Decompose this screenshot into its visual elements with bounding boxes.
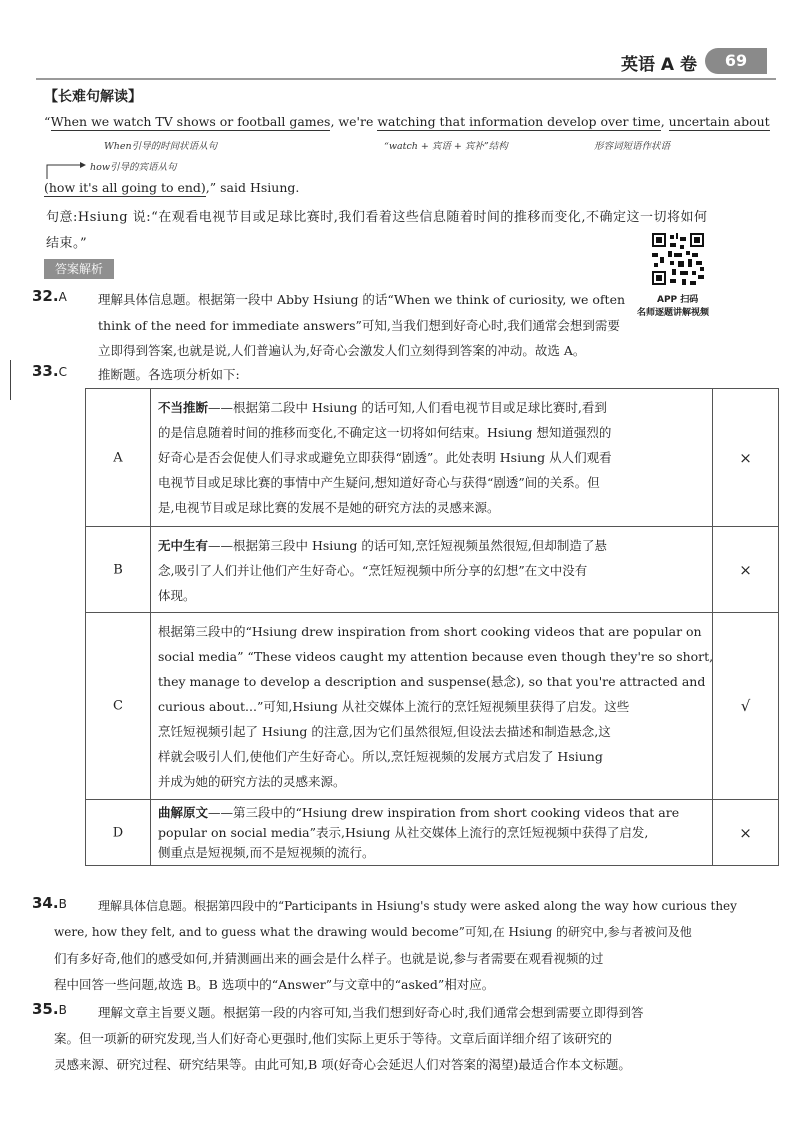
note-when-clause: When引导的时间状语从句	[104, 141, 218, 152]
q34-line-4: 程中回答一些问题,故选 B。B 选项中的“Answer”与文章中的“asked”相对应。	[54, 977, 495, 992]
sentence-seg-how: (how it's all going to end)	[44, 180, 206, 195]
q34-line-1: 理解具体信息题。根据第四段中的“Participants in Hsiung's study were asked along the way how curious they	[98, 899, 737, 913]
sentence-line-2	[44, 180, 299, 195]
table-row	[86, 612, 778, 799]
q34-number: 34.B	[32, 894, 67, 912]
option-label: C	[86, 613, 151, 799]
sentence-seg-4: ,	[660, 114, 669, 129]
q33-number: 33.C	[32, 362, 67, 380]
option-analysis: 根据第三段中的“Hsiung drew inspiration from short cooking videos that are popular on social media” “These videos caught my attention because even though they're so short, they manage to develop a description and suspense(悬念), so that you're attracted and curious about...”可知,Hsiung 从社交媒体上流行的烹饪短视频里获得了启发。这些 烹饪短视频引起了 Hsiung 的注意,因为它们虽然很短,但设法去描述和制造悬念,这 样就会吸引人们,使他们产生好奇心。所以,烹饪短视频的发展方式启发了 Hsiung 并成为她的研究方法的灵感来源。	[158, 624, 714, 789]
meaning-line-2: 结束。”	[46, 236, 88, 251]
verdict-text: 不当推断	[158, 400, 209, 415]
header-title: 英语 A 卷	[621, 55, 697, 75]
sentence-seg-watch: watching that information develop over time	[377, 114, 661, 129]
analysis-table	[85, 388, 779, 866]
table-row	[86, 389, 778, 526]
table-row	[86, 526, 778, 612]
sentence-seg-2: , we're	[330, 114, 378, 129]
q32-line-3: 立即得到答案,也就是说,人们普遍认为,好奇心会激发人们立刻得到答案的冲动。故选 A。	[98, 343, 586, 358]
qr-caption-1: APP 扫码	[657, 295, 699, 305]
sentence-seg-uncertain: uncertain about	[668, 114, 770, 129]
q33-answer: C	[58, 365, 67, 379]
option-label: D	[86, 800, 151, 865]
table-row	[86, 799, 778, 865]
verdict-text: 无中生有	[158, 538, 209, 553]
verdict-mark: ×	[712, 800, 778, 865]
q33-intro: 推断题。各选项分析如下:	[98, 367, 240, 382]
option-label: A	[86, 389, 151, 526]
verdict-mark: ×	[712, 389, 778, 526]
qr-caption-2: 名师逐题讲解视频	[637, 308, 710, 318]
q35-number: 35.B	[32, 1000, 67, 1018]
note-adjective-phrase: 形容词短语作状语	[594, 141, 671, 152]
q34-answer: B	[58, 897, 67, 911]
q35-answer: B	[58, 1003, 67, 1017]
sentence-seg-when: When we watch TV shows or football games	[50, 114, 331, 129]
page-number-badge: 69	[705, 48, 767, 74]
q32-number: 32.A	[32, 287, 67, 305]
option-analysis: 无中生有——根据第三段中 Hsiung 的话可知,烹饪短视频虽然很短,但却制造了悬 念,吸引了人们并让他们产生好奇心。“烹饪短视频中所分享的幻想”在文中没有 体现。	[158, 538, 607, 603]
q32-answer: A	[58, 290, 67, 304]
note-watch-structure: “watch + 宾语 + 宾补”结构	[384, 141, 508, 152]
q34-line-2: were, how they felt, and to guess what the drawing would become”可知,在 Hsiung 的研究中,参与者被问及他	[54, 925, 692, 939]
quote-open: “	[44, 114, 51, 129]
verdict-mark: ×	[712, 527, 778, 612]
q35-line-1: 理解文章主旨要义题。根据第一段的内容可知,当我们想到好奇心时,我们通常会想到需要立即得到答	[98, 1005, 644, 1020]
q35-line-3: 灵感来源、研究过程、研究结果等。由此可知,B 项(好奇心会延迟人们对答案的渴望)最适合作本文标题。	[54, 1057, 631, 1072]
section-title: 【长难句解读】	[44, 89, 142, 105]
note-how-clause: how引导的宾语从句	[90, 162, 177, 173]
q34-line-3: 们有多好奇,他们的感受如何,并猜测画出来的画会是什么样子。也就是说,参与者需要在观看视频的过	[54, 951, 604, 966]
margin-mark	[10, 360, 11, 400]
arrow-icon	[44, 157, 94, 181]
header-divider	[36, 78, 776, 80]
verdict-text: 曲解原文	[158, 805, 209, 820]
sentence-seg-7: ,” said Hsiung.	[205, 180, 300, 195]
option-analysis: 不当推断——根据第二段中 Hsiung 的话可知,人们看电视节目或足球比赛时,看到 的是信息随着时间的推移而变化,不确定这一切将如何结束。Hsiung 想知道强烈的 好奇心是否会促使人们寻求或避免立即获得“剧透”。此处表明 Hsiung 从人们观看 电视节目或足球比赛的事情中产生疑问,想知道好奇心与获得“剧透”间的关系。但 是,电视节目或足球比赛的发展不是她的研究方法的灵感来源。	[158, 400, 612, 515]
meaning-line-1: 句意:Hsiung 说:“在观看电视节目或足球比赛时,我们看着这些信息随着时间的推移而变化,不确定这一切将如何	[46, 210, 708, 225]
sentence-line-1	[44, 114, 770, 129]
option-analysis: 曲解原文——第三段中的“Hsiung drew inspiration from short cooking videos that are popular on social media”表示,Hsiung 从社交媒体上流行的烹饪短视频中获得了启发, 侧重点是短视频,而不是短视频的流行。	[158, 805, 680, 860]
verdict-mark: √	[712, 613, 778, 799]
answer-analysis-tag: 答案解析	[44, 259, 114, 279]
q32-line-2: think of the need for immediate answers”可知,当我们想到好奇心时,我们通常会想到需要	[98, 318, 620, 333]
q32-line-1: 理解具体信息题。根据第一段中 Abby Hsiung 的话“When we think of curiosity, we often	[98, 292, 626, 307]
option-label: B	[86, 527, 151, 612]
qr-code-icon[interactable]	[650, 231, 706, 287]
q35-line-2: 案。但一项新的研究发现,当人们好奇心更强时,他们实际上更乐于等待。文章后面详细介绍了该研究的	[54, 1031, 612, 1046]
